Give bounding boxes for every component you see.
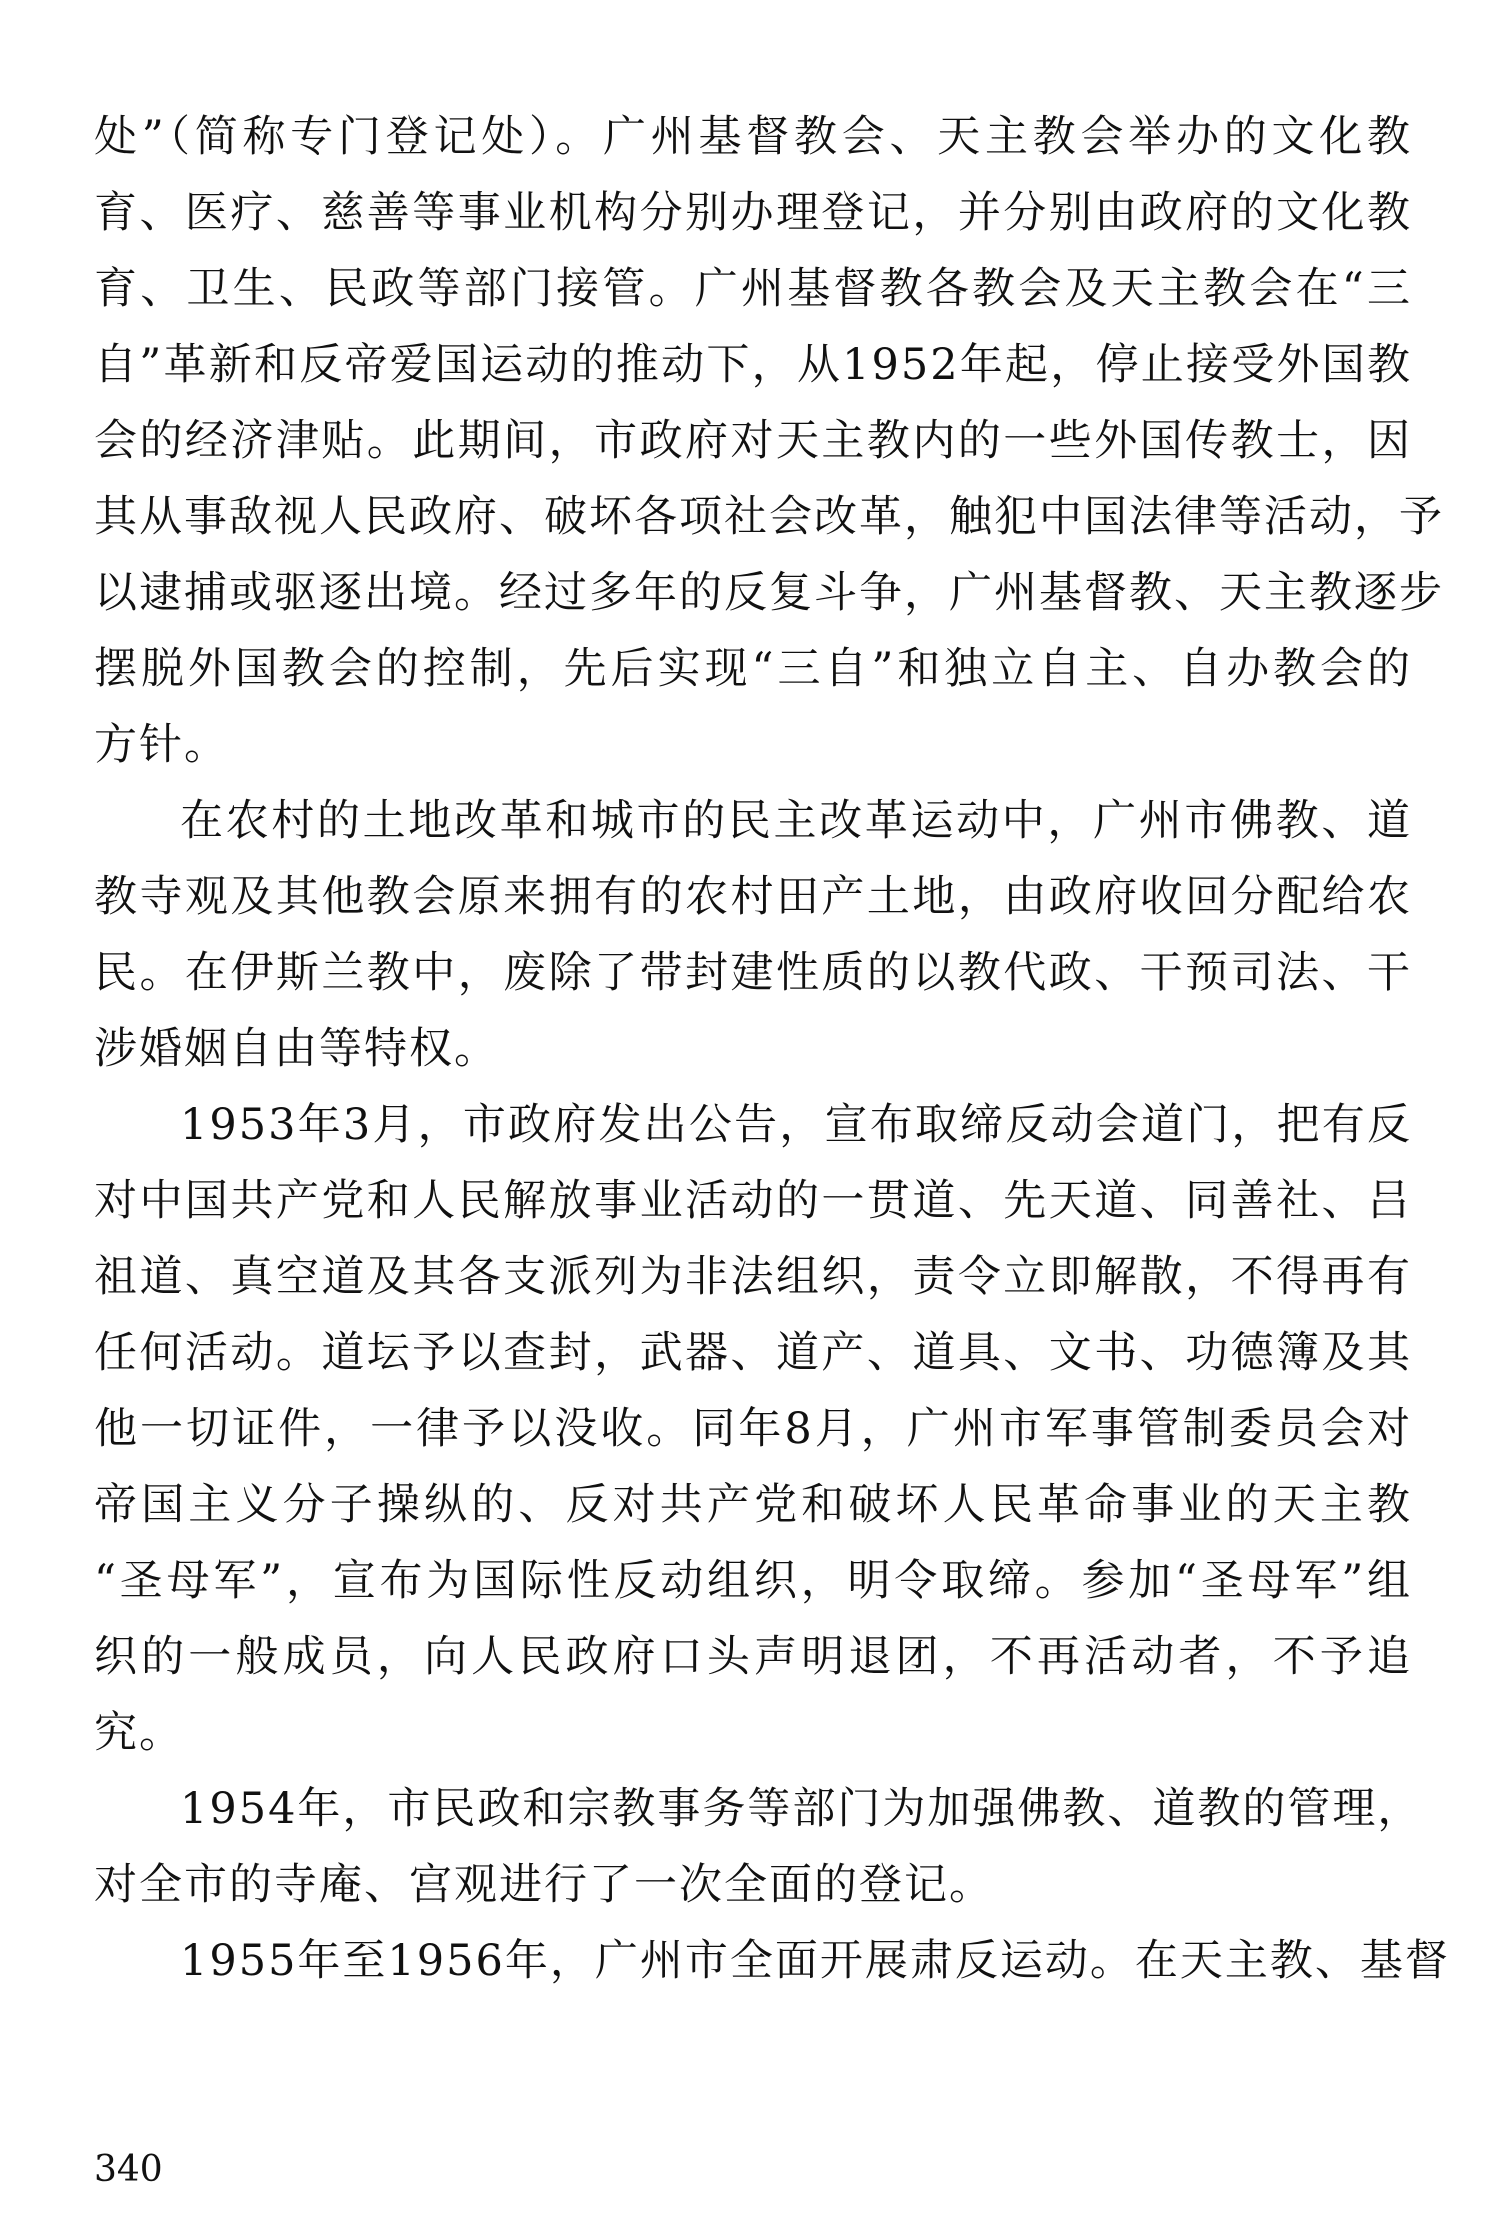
text-line: “圣母军”，宣布为国际性反动组织，明令取缔。参加“圣母军”组 [94, 1556, 1412, 1606]
text-line: 1954年，市民政和宗教事务等部门为加强佛教、道教的管理， [180, 1784, 1423, 1834]
text-line: 1953年3月，市政府发出公告，宣布取缔反动会道门，把有反 [180, 1100, 1412, 1150]
text-line: 1955年至1956年，广州市全面开展肃反运动。在天主教、基督 [180, 1936, 1450, 1986]
text-line: 对全市的寺庵、宫观进行了一次全面的登记。 [94, 1860, 994, 1910]
text-line: 其从事敌视人民政府、破坏各项社会改革，触犯中国法律等活动，予 [94, 492, 1444, 542]
text-line: 民。在伊斯兰教中，废除了带封建性质的以教代政、干预司法、干 [94, 948, 1412, 998]
text-line: 自”革新和反帝爱国运动的推动下，从1952年起，停止接受外国教 [94, 340, 1412, 390]
text-line: 处”（简称专门登记处）。广州基督教会、天主教会举办的文化教 [94, 112, 1412, 162]
page-number: 340 [94, 2149, 163, 2190]
text-line: 育、卫生、民政等部门接管。广州基督教各教会及天主教会在“三 [94, 264, 1412, 314]
text-line: 他一切证件，一律予以没收。同年8月，广州市军事管制委员会对 [94, 1404, 1412, 1454]
text-line: 教寺观及其他教会原来拥有的农村田产土地，由政府收回分配给农 [94, 872, 1412, 922]
text-line: 摆脱外国教会的控制，先后实现“三自”和独立自主、自办教会的 [94, 644, 1412, 694]
text-line: 帝国主义分子操纵的、反对共产党和破坏人民革命事业的天主教 [94, 1480, 1412, 1530]
text-line: 织的一般成员，向人民政府口头声明退团，不再活动者，不予追 [94, 1632, 1412, 1682]
text-line: 涉婚姻自由等特权。 [94, 1024, 499, 1074]
text-line: 育、医疗、慈善等事业机构分别办理登记，并分别由政府的文化教 [94, 188, 1412, 238]
text-line: 方针。 [94, 720, 229, 770]
text-line: 究。 [94, 1708, 184, 1758]
text-line: 任何活动。道坛予以查封，武器、道产、道具、文书、功德簿及其 [94, 1328, 1412, 1378]
text-line: 在农村的土地改革和城市的民主改革运动中，广州市佛教、道 [180, 796, 1412, 846]
text-line: 对中国共产党和人民解放事业活动的一贯道、先天道、同善社、吕 [94, 1176, 1412, 1226]
text-line: 祖道、真空道及其各支派列为非法组织，责令立即解散，不得再有 [94, 1252, 1412, 1302]
text-line: 以逮捕或驱逐出境。经过多年的反复斗争，广州基督教、天主教逐步 [94, 568, 1444, 618]
text-line: 会的经济津贴。此期间，市政府对天主教内的一些外国传教士，因 [94, 416, 1412, 466]
